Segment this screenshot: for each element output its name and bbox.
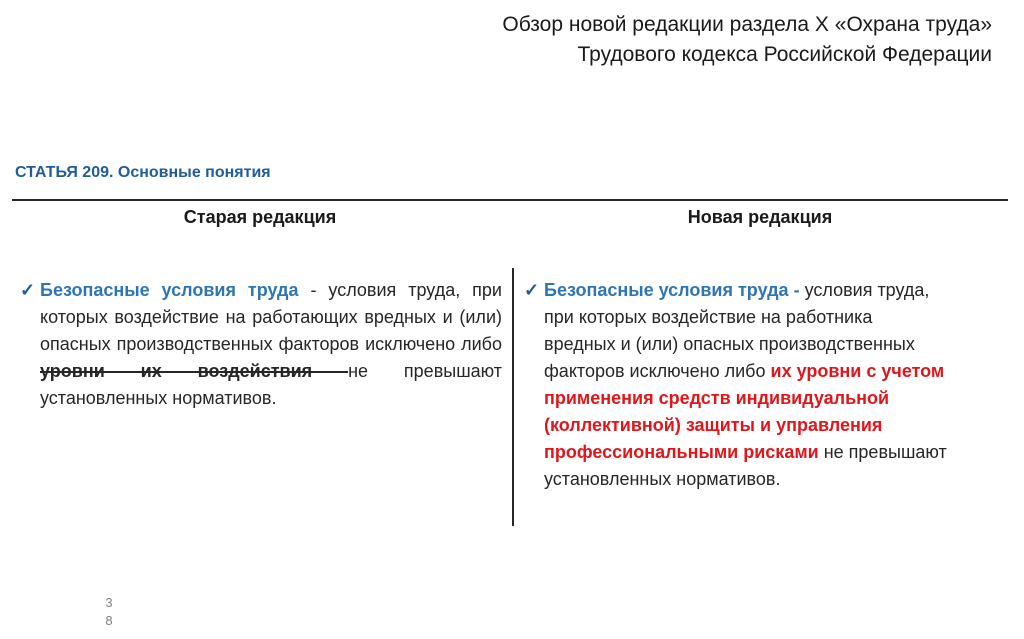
new-line-7 (544, 439, 992, 466)
old-term: Безопасные условия труда (40, 280, 299, 300)
old-struck-text: уровни их воздействия (40, 361, 349, 381)
column-divider (512, 268, 514, 526)
new-text-part-1: условия труда, (799, 280, 930, 300)
new-red-text-1: их уровни с учетом (770, 361, 945, 381)
new-edition-heading: Новая редакция (687, 207, 833, 227)
new-line-7-plain: не превышают (818, 442, 947, 462)
old-text-part-2: не превышают установленных нормативов. (40, 361, 502, 408)
old-edition-text (40, 277, 502, 412)
page-number-digit-2: 8 (105, 613, 113, 628)
new-term: Безопасные условия труда - (544, 280, 800, 300)
header-line-1: Обзор новой редакции раздела X «Охрана труда» (502, 13, 992, 36)
page-number (103, 594, 115, 630)
new-red-text-2: применения средств индивидуальной (544, 388, 890, 408)
old-text-part-1: - условия труда, при которых воздействие на работающих вредных и (или) опасных производственных факторов исключено либо (40, 280, 502, 354)
horizontal-divider (12, 199, 1008, 201)
presentation-header (502, 10, 992, 70)
old-edition-heading: Старая редакция (183, 207, 337, 227)
new-red-text-3: (коллективной) защиты и управления (544, 415, 883, 435)
new-line-4-plain: факторов исключено либо (544, 361, 771, 381)
header-line-2: Трудового кодекса Российской Федерации (577, 43, 992, 66)
new-line-4 (544, 358, 992, 385)
new-red-text-4: профессиональными рисками (544, 442, 819, 462)
new-line-8: установленных нормативов. (544, 469, 781, 489)
new-line-3: вредных и (или) опасных производственных (544, 334, 915, 354)
new-line-2: при которых воздействие на работника (544, 307, 873, 327)
new-edition-entry (524, 277, 992, 493)
checkmark-icon: ✓ (524, 280, 540, 300)
checkmark-icon: ✓ (20, 280, 36, 300)
article-title: СТАТЬЯ 209. Основные понятия (15, 164, 271, 181)
new-line-1 (544, 277, 992, 304)
page-number-digit-1: 3 (105, 595, 113, 610)
new-edition-text (544, 277, 992, 493)
old-edition-entry (20, 277, 502, 412)
